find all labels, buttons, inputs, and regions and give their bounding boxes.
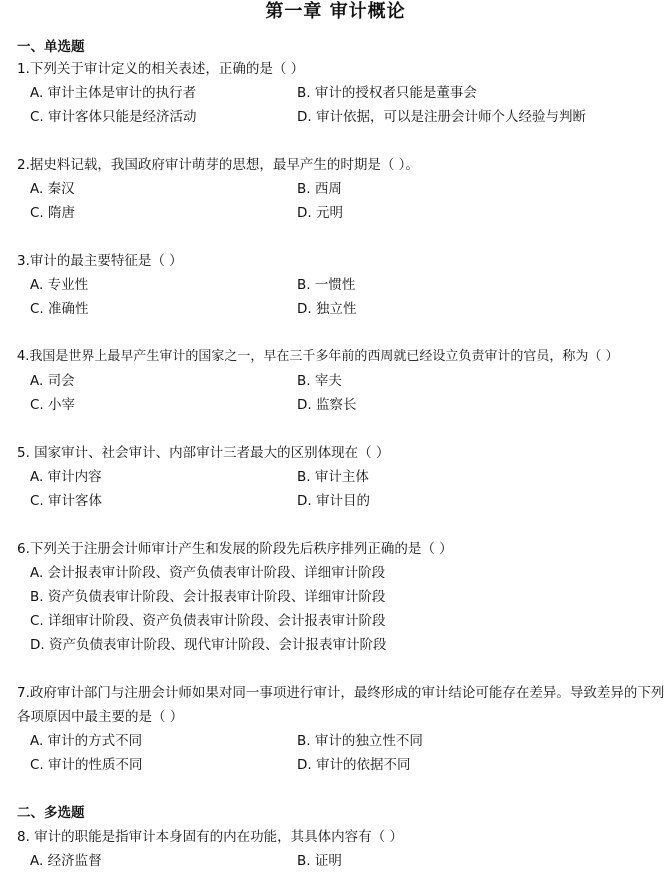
question-7-option-a: A. 审计的方式不同	[30, 733, 143, 749]
question-5-option-b: B. 审计主体	[297, 469, 369, 485]
question-4-option-b: B. 宰夫	[297, 373, 342, 389]
question-1-stem: 1.下列关于审计定义的相关表述，正确的是（ ）	[17, 61, 305, 77]
question-6-stem: 6.下列关于注册会计师审计产生和发展的阶段先后秩序排列正确的是（ ）	[17, 541, 453, 557]
question-5-option-d: D. 审计目的	[297, 493, 370, 509]
question-5-stem: 5. 国家审计、社会审计、内部审计三者最大的区别体现在（ ）	[17, 445, 390, 461]
question-7-stem: 7.政府审计部门与注册会计师如果对同一事项进行审计，最终形成的审计结论可能存在差异。导致差异的下列各项原因中最主要的是（ ）	[17, 685, 665, 725]
question-5-option-a: A. 审计内容	[30, 469, 102, 485]
question-1-option-d: D. 审计依据，可以是注册会计师个人经验与判断	[297, 109, 586, 125]
question-4-option-d: D. 监察长	[297, 397, 357, 413]
question-1-option-b: B. 审计的授权者只能是董事会	[297, 85, 477, 101]
question-2-option-b: B. 西周	[297, 181, 342, 197]
question-6-option-c: C. 详细审计阶段、资产负债表审计阶段、会计报表审计阶段	[30, 613, 386, 629]
question-2-stem: 2.据史料记载，我国政府审计萌芽的思想，最早产生的时期是（ ）。	[17, 157, 419, 173]
question-3-stem: 3.审计的最主要特征是（ ）	[17, 253, 183, 269]
question-1-option-a: A. 审计主体是审计的执行者	[30, 85, 197, 101]
question-2-option-a: A. 秦汉	[30, 181, 75, 197]
question-3-option-a: A. 专业性	[30, 277, 89, 293]
section-heading-multiple-choice: 二、多选题	[17, 805, 85, 821]
question-2-option-d: D. 元明	[297, 205, 343, 221]
question-8-stem: 8. 审计的职能是指审计本身固有的内在功能，其具体内容有（ ）	[17, 829, 403, 845]
question-6-option-d: D. 资产负债表审计阶段、现代审计阶段、会计报表审计阶段	[30, 637, 387, 653]
question-4-option-c: C. 小宰	[30, 397, 76, 413]
question-6-option-b: B. 资产负债表审计阶段、会计报表审计阶段、详细审计阶段	[30, 589, 386, 605]
question-3-option-c: C. 准确性	[30, 301, 89, 317]
question-4-stem: 4.我国是世界上最早产生审计的国家之一，早在三千多年前的西周就已经设立负责审计的官员，称为（ ）	[17, 349, 619, 364]
question-7-option-b: B. 审计的独立性不同	[297, 733, 423, 749]
question-3-option-d: D. 独立性	[297, 301, 357, 317]
question-8-option-b: B. 证明	[297, 853, 342, 869]
question-7-option-d: D. 审计的依据不同	[297, 757, 411, 773]
question-7-option-c: C. 审计的性质不同	[30, 757, 143, 773]
question-1-option-c: C. 审计客体只能是经济活动	[30, 109, 197, 125]
question-6-option-a: A. 会计报表审计阶段、资产负债表审计阶段、详细审计阶段	[30, 565, 386, 581]
question-4-option-a: A. 司会	[30, 373, 75, 389]
chapter-title: 第一章 审计概论	[265, 1, 406, 22]
question-3-option-b: B. 一惯性	[297, 277, 356, 293]
question-5-option-c: C. 审计客体	[30, 493, 103, 509]
question-2-option-c: C. 隋唐	[30, 205, 76, 221]
question-8-option-a: A. 经济监督	[30, 853, 102, 869]
section-heading-single-choice: 一、单选题	[17, 39, 85, 55]
